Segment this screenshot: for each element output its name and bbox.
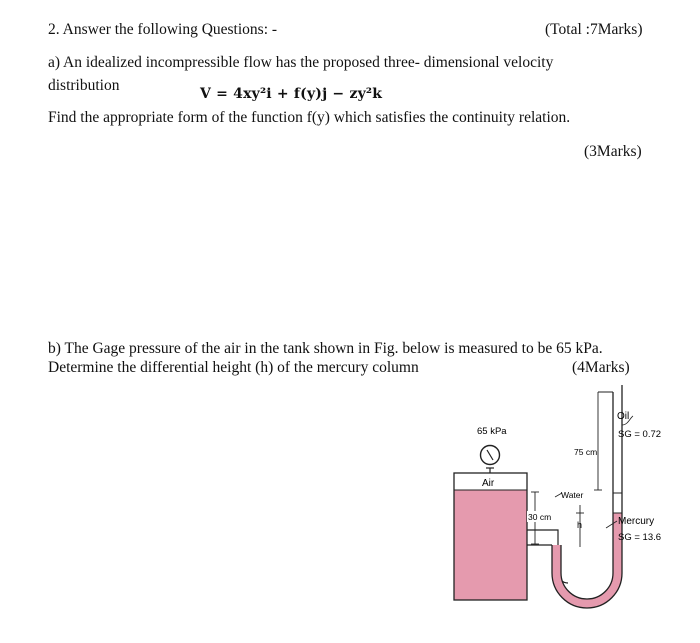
part-a-line2: distribution [48,77,120,94]
oil-sg: SG = 0.72 [618,429,662,440]
total-marks: (Total :7Marks) [545,21,643,38]
mercury-sg: SG = 13.6 [618,532,662,543]
part-b-line2: Determine the differential height (h) of the mercury column [48,359,419,376]
velocity-equation: V = 4xy²i + f(y)j − zy²k [200,86,383,102]
part-b-marks: (4Marks) [572,359,630,376]
part-a-line3: Find the appropriate form of the function f(y) which satisfies the continuity relation. [48,109,571,126]
dim-75-label: 75 cm [574,447,598,457]
tank-mercury-fill [454,490,527,600]
u-tube-mercury [552,513,622,608]
water-label: Water [561,490,584,500]
part-b-line1: b) The Gage pressure of the air in the tank shown in Fig. below is measured to be 65 kPa. [48,340,603,357]
oil-label: Oil [617,411,630,422]
dim-h-label: h [577,520,583,530]
gauge-label: 65 kPa [477,426,507,437]
part-a-marks: (3Marks) [584,143,642,160]
part-a-line1: a) An idealized incompressible flow has the proposed three- dimensional velocity [48,54,554,71]
dim-30-label: 30 cm [528,512,552,522]
pipe-top-wall [527,530,568,583]
question-title: 2. Answer the following Questions: - [48,21,278,38]
air-label: Air [482,478,495,489]
mercury-label: Mercury [618,516,655,527]
